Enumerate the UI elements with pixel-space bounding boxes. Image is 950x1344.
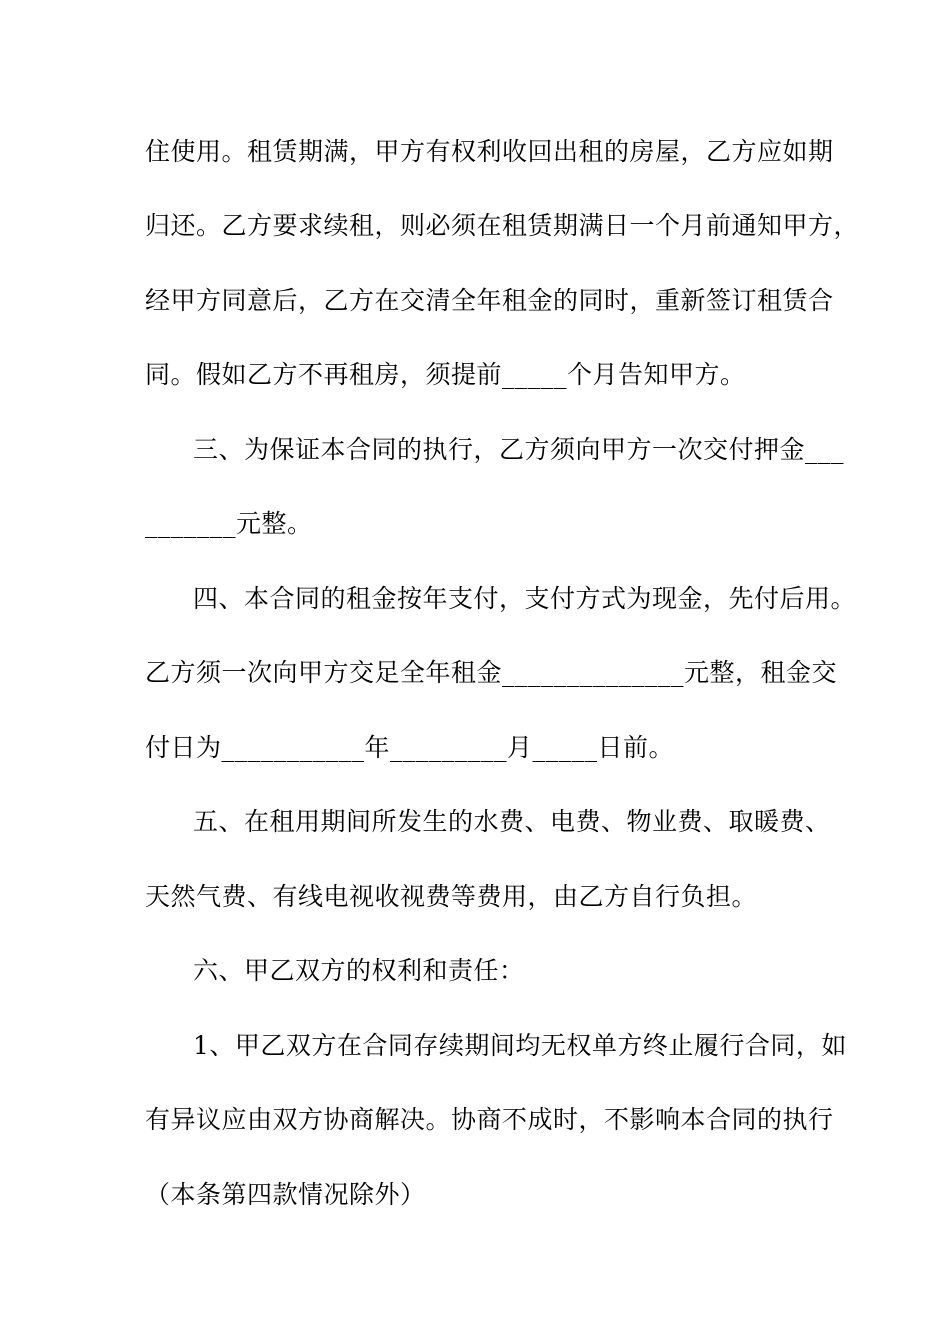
text-line: 经甲方同意后，乙方在交清全年租金的同时，重新签订租赁合 [145,286,834,315]
text-line: 1、甲乙双方在合同存续期间均无权单方终止履行合同，如 [193,1031,847,1060]
text-line: 住使用。租赁期满，甲方有权利收回出租的房屋，乙方应如期 [145,137,834,166]
text-line: 付日为___________年_________月_____日前。 [145,733,675,762]
text-line: 同。假如乙方不再租房，须提前_____个月告知甲方。 [145,360,746,389]
text-line: 四、本合同的租金按年支付，支付方式为现金，先付后用。 [193,584,857,613]
text-line: 三、为保证本合同的执行，乙方须向甲方一次交付押金___ [193,435,845,464]
text-line: 归还。乙方要求续租，则必须在租赁期满日一个月前通知甲方， [145,211,860,240]
text-line: 六、甲乙双方的权利和责任： [193,956,525,985]
text-line: 天然气费、有线电视收视费等费用，由乙方自行负担。 [145,882,758,911]
text-line: 五、在租用期间所发生的水费、电费、物业费、取暖费、 [193,807,831,836]
text-line: 有异议应由双方协商解决。协商不成时，不影响本合同的执行 [145,1105,834,1134]
text-line: （本条第四款情况除外） [145,1180,426,1209]
text-line: 乙方须一次向甲方交足全年租金______________元整，租金交 [145,658,838,687]
text-line: _______元整。 [145,509,313,538]
